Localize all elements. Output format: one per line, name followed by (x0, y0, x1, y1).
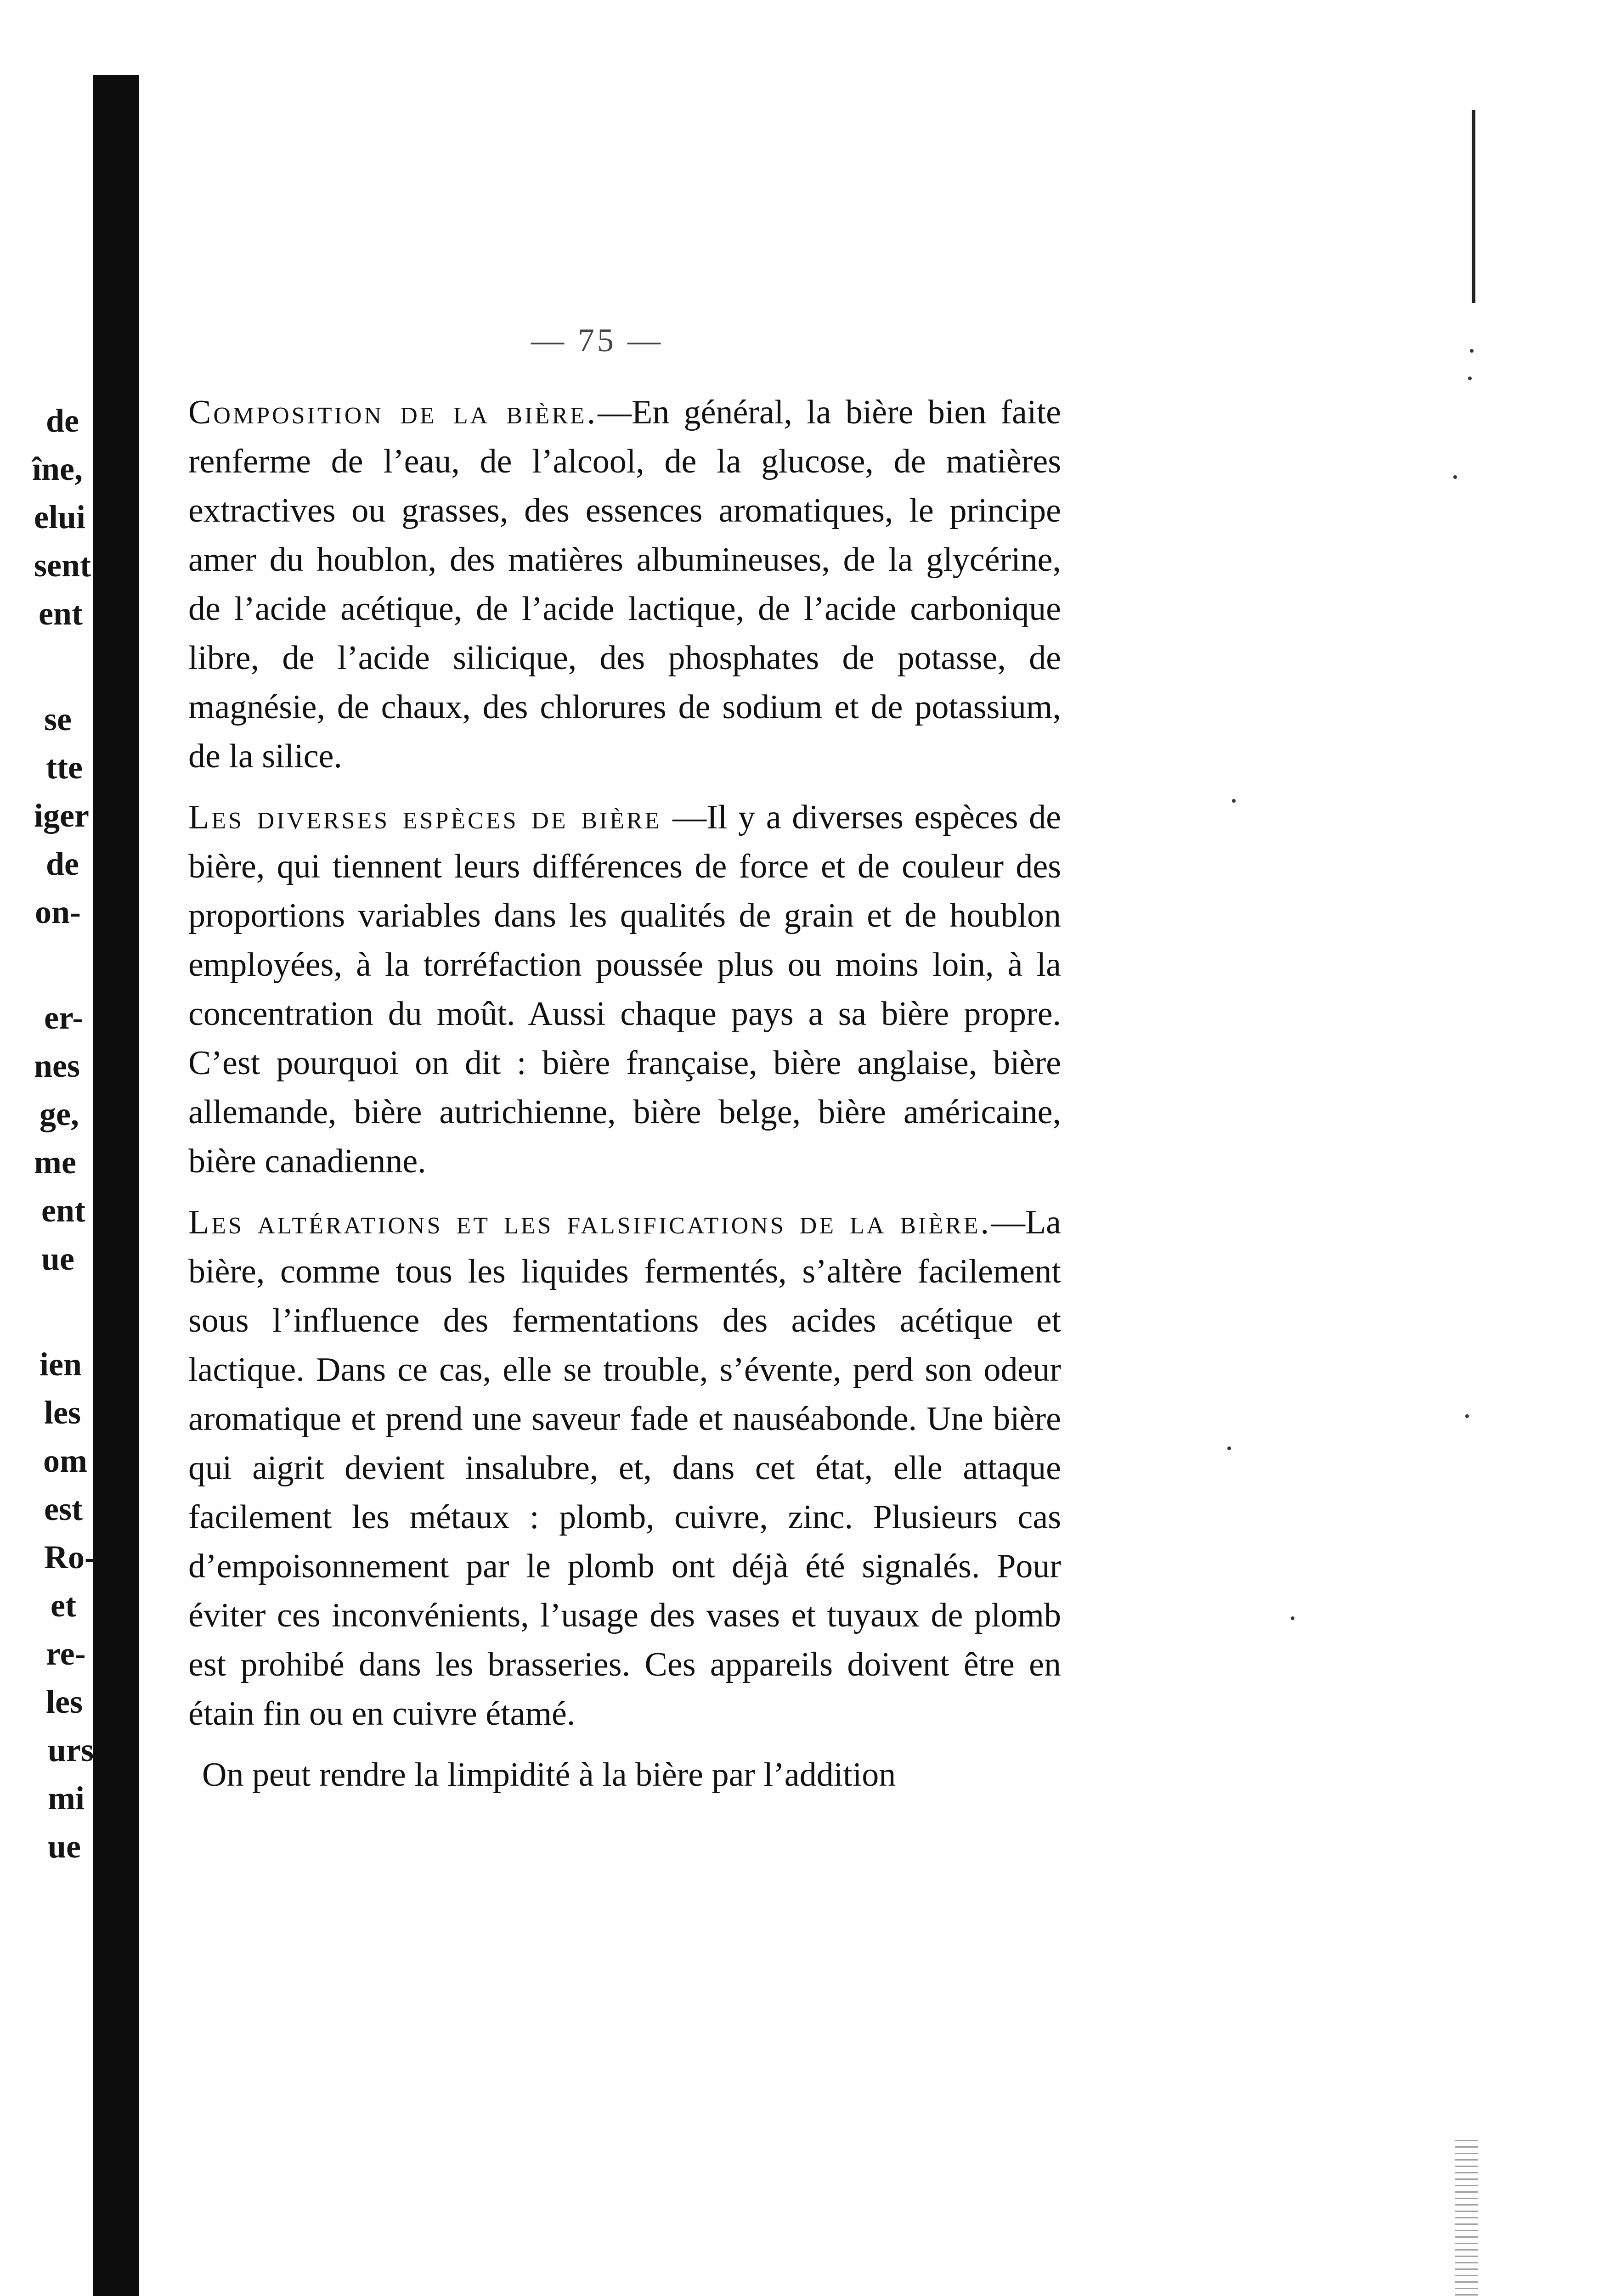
margin-fragment: de (46, 845, 79, 882)
margin-fragment: les (46, 1683, 83, 1720)
paragraph-limpidite (188, 1750, 1061, 1800)
scan-speck (1453, 475, 1457, 479)
margin-fragment: se (44, 701, 72, 737)
margin-fragment: ent (39, 595, 83, 632)
scan-speck (1470, 349, 1474, 353)
margin-fragment: Ro- (44, 1539, 96, 1576)
margin-fragment: ue (48, 1828, 81, 1865)
paragraph-especes (188, 793, 1061, 1186)
margin-fragment: est (44, 1491, 83, 1527)
page-number: — 75 — (531, 322, 663, 359)
scan-edge-line (1472, 110, 1475, 303)
paragraph-text: —Il y a diverses espèces de bière, qui tiennent leurs différences de force et de couleur des proportions variables dans les qualités de grain et de houblon employées, à la torréfaction poussée plus ou moins loin, à la concentration du moût. Aussi chaque pays a sa bière propre. C’est pourquoi on dit : bière française, bière anglaise, bière allemande, bière autrichienne, bière belge, bière américaine, bière canadienne. (188, 799, 1062, 1180)
margin-fragment: îne, (32, 450, 83, 487)
scan-speck (1468, 377, 1472, 380)
margin-fragment: de (46, 402, 79, 439)
margin-fragment: er- (44, 999, 84, 1036)
margin-fragment: ien (40, 1346, 82, 1383)
scan-edge-noise (1455, 2140, 1478, 2296)
margin-fragment: me (34, 1144, 76, 1181)
paragraph-text: —La bière, comme tous les liquides fermentés, s’altère facilement sous l’influence des fermentations des acides acétique et lactique. Dans ce cas, elle se trouble, s’évente, perd son odeur aromatique et prend une saveur fade et nauséabonde. Une bière qui aigrit devient insalubre, et, dans cet état, elle attaque facilement les métaux : plomb, cuivre, zinc. Plusieurs cas d’empoisonnement par le plomb ont déjà été signalés. Pour éviter ces inconvénients, l’usage des vases et tuyaux de plomb est prohibé dans les brasseries. Ces appareils doivent être en étain fin ou en cuivre étamé. (188, 1204, 1061, 1733)
margin-fragment: les (44, 1394, 81, 1431)
body-text (188, 388, 1061, 1800)
scan-speck (1227, 1446, 1231, 1450)
paragraph-text: —En général, la bière bien faite renferme de l’eau, de l’alcool, de la glucose, de matières extractives ou grasses, des essences aromatiques, le principe amer du houblon, des matières albumineuses, de la glycérine, de l’acide acétique, de l’acide lactique, de l’acide carbonique libre, de l’acide silicique, des phosphates de potasse, de magnésie, de chaux, des chlorures de sodium et de potassium, de la silice. (188, 394, 1061, 775)
margin-fragment: nes (34, 1047, 80, 1084)
margin-fragment: re- (46, 1635, 86, 1672)
section-heading: Les diverses espèces de bière (188, 799, 662, 836)
paragraph-text: On peut rendre la limpidité à la bière par l’addition (202, 1756, 896, 1794)
margin-fragment: ue (41, 1240, 74, 1277)
margin-fragment: on- (35, 894, 81, 930)
section-heading: Les altérations et les falsifications de la bière. (188, 1204, 991, 1241)
binding-shadow (93, 75, 139, 2296)
margin-fragment: elui (34, 499, 86, 535)
margin-fragment: ent (41, 1192, 85, 1229)
section-heading: Composition de la bière. (188, 394, 598, 431)
margin-fragment: om (43, 1442, 87, 1479)
paragraph-composition (188, 388, 1061, 781)
facing-page-fragments (0, 0, 96, 2296)
margin-fragment: urs (48, 1732, 94, 1768)
scan-speck (1232, 799, 1236, 803)
margin-fragment: iger (34, 797, 89, 834)
margin-fragment: tte (46, 749, 83, 786)
margin-fragment: sent (34, 547, 91, 584)
paragraph-alterations (188, 1198, 1061, 1739)
scan-speck (1465, 1414, 1469, 1418)
margin-fragment: mi (48, 1780, 85, 1817)
margin-fragment: et (51, 1587, 76, 1624)
margin-fragment: ge, (40, 1096, 79, 1132)
scan-speck (1291, 1616, 1294, 1620)
